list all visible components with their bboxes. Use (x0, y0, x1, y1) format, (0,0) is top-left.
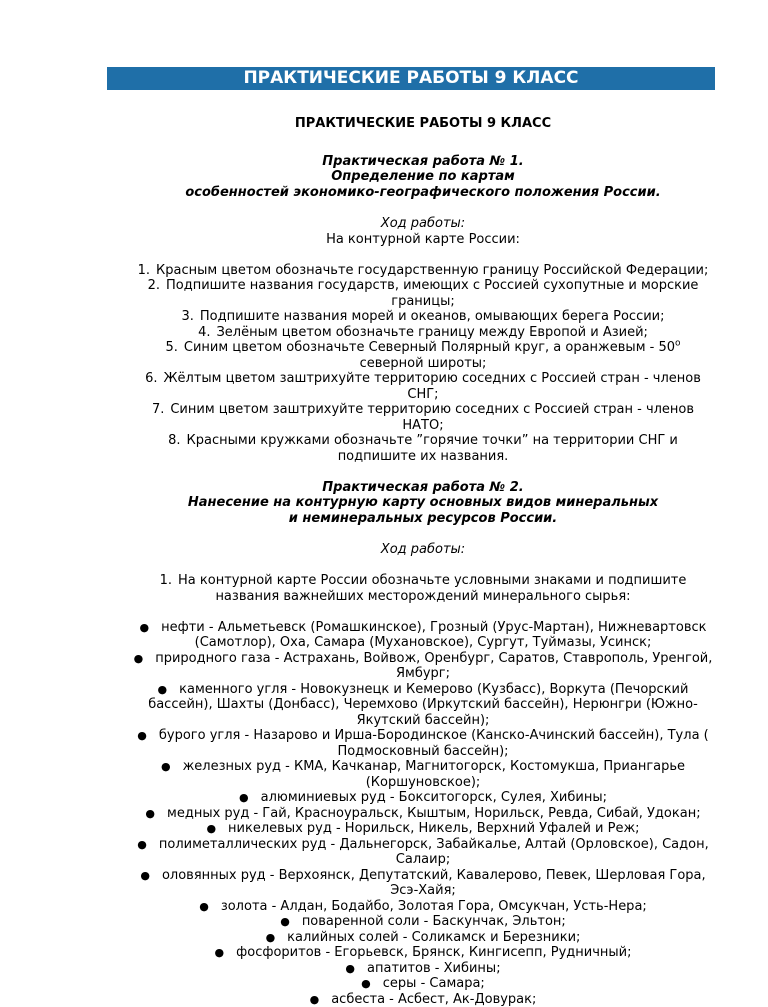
list-item (132, 340, 714, 371)
step-number: 4. (198, 325, 210, 340)
deposit-text: полиметаллических руд - Дальнегорск, Забайкалье, Алтай (Орловское), Садон, Салаир; (159, 837, 709, 868)
work1-title-line: Практическая работа № 1. (132, 154, 714, 170)
list-item (132, 325, 714, 341)
list-item (132, 402, 714, 433)
step-number: 7. (152, 402, 164, 417)
list-item (132, 930, 714, 946)
bullet-icon: ● (134, 651, 144, 667)
work2-course-label: Ход работы: (132, 542, 714, 558)
work2-title-line: Нанесение на контурную карту основных видов минеральных (132, 495, 714, 511)
step-text: На контурной карте России обозначьте условными знаками и подпишите названия важнейших месторождений минерального сырья: (178, 573, 686, 604)
work2-title-line: Практическая работа № 2. (132, 480, 714, 496)
bullet-icon: ● (310, 992, 320, 1007)
list-item (132, 573, 714, 604)
bullet-icon: ● (361, 976, 371, 992)
deposit-text: нефти - Альметьевск (Ромашкинское), Грозный (Урус-Мартан), Нижневартовск (Самотлор), Оха, Самара (Мухановское), Сургут, Туймазы, Усинск; (161, 620, 706, 651)
bullet-icon: ● (239, 790, 249, 806)
list-item (132, 651, 714, 682)
step-text: Красным цветом обозначьте государственную границу Российской Федерации; (156, 263, 708, 278)
list-item (132, 821, 714, 837)
bullet-icon: ● (206, 821, 216, 837)
bullet-icon: ● (137, 837, 147, 853)
work1-steps (132, 263, 714, 465)
step-text: Синим цветом обозначьте Северный Полярный круг, а оранжевым - 50 (184, 340, 675, 355)
section-heading: ПРАКТИЧЕСКИЕ РАБОТЫ 9 КЛАСС (132, 116, 714, 132)
bullet-icon: ● (145, 806, 155, 822)
list-item (132, 371, 714, 402)
bullet-icon: ● (280, 914, 290, 930)
bullet-icon: ● (266, 930, 276, 946)
deposit-text: серы - Самара; (383, 976, 485, 991)
deposit-text: поваренной соли - Баскунчак, Эльтон; (302, 914, 566, 929)
step-number: 3. (181, 309, 193, 324)
bullet-icon: ● (137, 728, 147, 744)
step-text: северной широты; (360, 356, 487, 371)
deposit-text: калийных солей - Соликамск и Березники; (287, 930, 580, 945)
page-banner: ПРАКТИЧЕСКИЕ РАБОТЫ 9 КЛАСС (107, 67, 715, 90)
work1-title-line: Определение по картам (132, 169, 714, 185)
list-item (132, 263, 714, 279)
deposit-text: апатитов - Хибины; (367, 961, 501, 976)
list-item (132, 868, 714, 899)
work2-steps (132, 573, 714, 604)
list-item (132, 278, 714, 309)
step-number: 1. (160, 573, 172, 588)
deposit-text: оловянных руд - Верхоянск, Депутатский, Кавалерово, Певек, Шерловая Гора, Эсэ-Хайя; (162, 868, 706, 899)
deposit-text: бурого угля - Назарово и Ирша-Бородинское (Канско-Ачинский бассейн), Тула ( Подмосковный бассейн); (159, 728, 709, 759)
list-item (132, 620, 714, 651)
list-item (132, 806, 714, 822)
list-item (132, 728, 714, 759)
step-text: Красными кружками обозначьте ”горячие точки” на территории СНГ и подпишите их названия. (187, 433, 678, 464)
list-item (132, 309, 714, 325)
bullet-icon: ● (161, 759, 171, 775)
list-item (132, 976, 714, 992)
bullet-icon: ● (140, 868, 150, 884)
list-item (132, 899, 714, 915)
step-text: Подпишите названия морей и океанов, омывающих берега России; (200, 309, 665, 324)
deposit-list (132, 620, 714, 1007)
step-number: 8. (168, 433, 180, 448)
step-number: 5. (165, 340, 177, 355)
bullet-icon: ● (215, 945, 225, 961)
bullet-icon: ● (199, 899, 209, 915)
list-item (132, 961, 714, 977)
deposit-text: природного газа - Астрахань, Войвож, Оренбург, Саратов, Ставрополь, Уренгой, Ямбург; (155, 651, 712, 682)
list-item (132, 682, 714, 729)
bullet-icon: ● (158, 682, 168, 698)
deposit-text: медных руд - Гай, Красноуральск, Кыштым, Норильск, Ревда, Сибай, Удокан; (167, 806, 701, 821)
step-number: 2. (148, 278, 160, 293)
work1-title-line: особенностей экономико-географического положения России. (132, 185, 714, 201)
work2-title (132, 480, 714, 527)
list-item (132, 914, 714, 930)
step-text: Жёлтым цветом заштрихуйте территорию соседних с Россией стран - членов СНГ; (164, 371, 701, 402)
work2-title-line: и неминеральных ресурсов России. (132, 511, 714, 527)
deposit-text: фосфоритов - Егорьевск, Брянск, Кингисепп, Рудничный; (236, 945, 631, 960)
deposit-text: золота - Алдан, Бодайбо, Золотая Гора, Омсукчан, Усть-Нера; (221, 899, 647, 914)
deposit-text: алюминиевых руд - Бокситогорск, Сулея, Хибины; (261, 790, 607, 805)
work1-intro: На контурной карте России: (132, 232, 714, 248)
step-text: Зелёным цветом обозначьте границу между Европой и Азией; (216, 325, 647, 340)
deposit-text: никелевых руд - Норильск, Никель, Верхний Уфалей и Реж; (228, 821, 640, 836)
list-item (132, 433, 714, 464)
work1-course-label: Ход работы: (132, 216, 714, 232)
list-item (132, 945, 714, 961)
step-number: 1. (138, 263, 150, 278)
document-body (132, 116, 714, 1007)
deposit-text: асбеста - Асбест, Ак-Довурак; (331, 992, 536, 1007)
work1-title (132, 154, 714, 201)
list-item (132, 837, 714, 868)
deposit-text: каменного угля - Новокузнецк и Кемерово (Кузбасс), Воркута (Печорский бассейн), Шахты (Донбасс), Черемхово (Иркутский бассейн), Нерюнгри (Южно-Якутский бассейн); (148, 682, 698, 728)
list-item (132, 790, 714, 806)
bullet-icon: ● (140, 620, 150, 636)
degree-superscript: о (675, 339, 681, 349)
step-number: 6. (145, 371, 157, 386)
bullet-icon: ● (345, 961, 355, 977)
list-item (132, 759, 714, 790)
deposit-text: железных руд - КМА, Качканар, Магнитогорск, Костомукша, Приангарье (Коршуновское); (183, 759, 685, 790)
step-text: Подпишите названия государств, имеющих с Россией сухопутные и морские границы; (166, 278, 698, 309)
step-text: Синим цветом заштрихуйте территорию соседних с Россией стран - членов НАТО; (170, 402, 694, 433)
